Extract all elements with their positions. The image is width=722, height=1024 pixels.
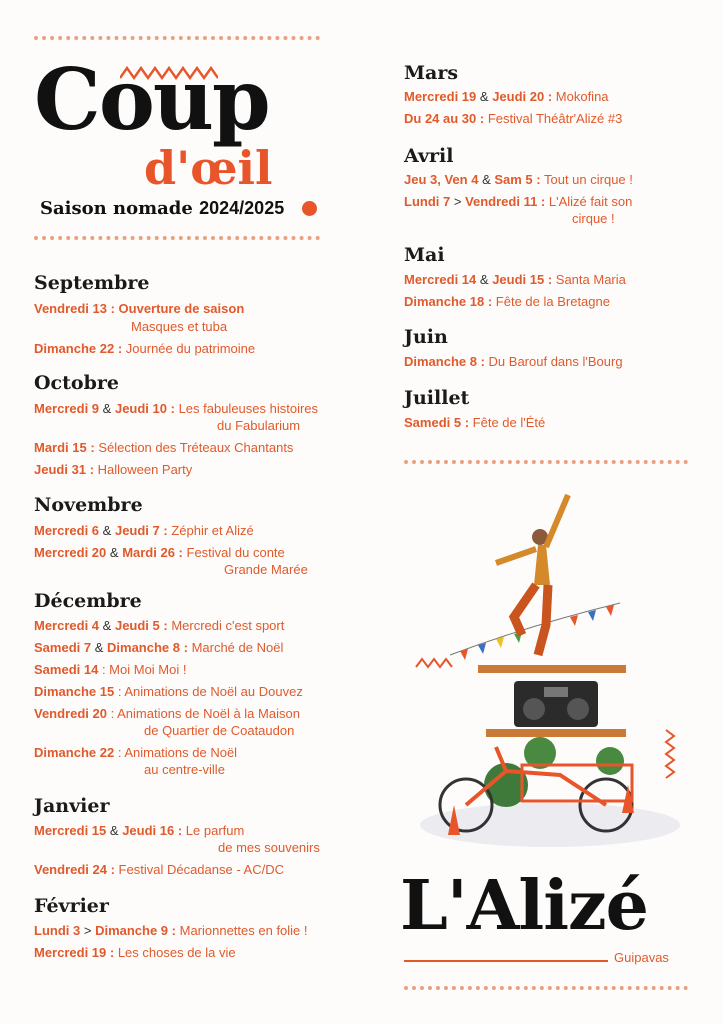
month-heading: Juillet	[404, 387, 470, 409]
month-heading: Octobre	[34, 372, 119, 394]
event-row: Du 24 au 30 : Festival Théâtr'Alizé #3	[404, 111, 623, 126]
event-row: Samedi 5 : Fête de l'Été	[404, 415, 546, 430]
season-label	[40, 198, 284, 219]
month-heading: Mai	[404, 244, 445, 266]
event-row: Samedi 7 & Dimanche 8 : Marché de Noël	[34, 640, 284, 655]
accent-dot	[302, 201, 317, 216]
month-heading: Décembre	[34, 590, 142, 612]
month-heading: Juin	[404, 326, 448, 348]
event-row: Mercredi 19 & Jeudi 20 : Mokofina	[404, 89, 609, 104]
month-heading: Septembre	[34, 272, 150, 294]
month-heading: Avril	[404, 145, 454, 167]
divider-top-left	[34, 36, 320, 40]
event-row: Dimanche 15 : Animations de Noël au Douvez	[34, 684, 303, 699]
logo-underline	[404, 960, 608, 962]
event-row: Mardi 15 : Sélection des Tréteaux Chantants	[34, 440, 294, 455]
venue-logo: L'Alizé	[400, 866, 648, 946]
dancer-bike-illustration	[410, 485, 690, 855]
venue-city: Guipavas	[614, 950, 669, 965]
event-row: Vendredi 20 : Animations de Noël à la Maison	[34, 706, 300, 721]
event-row: Mercredi 14 & Jeudi 15 : Santa Maria	[404, 272, 626, 287]
page-subtitle: d'œil	[144, 141, 273, 195]
event-row: Dimanche 18 : Fête de la Bretagne	[404, 294, 610, 309]
month-heading: Janvier	[34, 795, 110, 817]
event-row: Lundi 3 > Dimanche 9 : Marionnettes en folie !	[34, 923, 308, 938]
event-row: Jeudi 31 : Halloween Party	[34, 462, 193, 477]
event-row: Vendredi 13 : Ouverture de saison	[34, 301, 245, 316]
divider-right-middle	[404, 460, 688, 464]
event-continuation: de Quartier de Coataudon	[144, 723, 295, 738]
event-row: Lundi 7 > Vendredi 11 : L'Alizé fait son	[404, 194, 633, 209]
event-row: Mercredi 9 & Jeudi 10 : Les fabuleuses histoires	[34, 401, 319, 416]
month-heading: Février	[34, 895, 109, 917]
event-row: Dimanche 22 : Animations de Noël	[34, 745, 238, 760]
month-heading: Mars	[404, 62, 459, 84]
event-row: Mercredi 6 & Jeudi 7 : Zéphir et Alizé	[34, 523, 254, 538]
event-continuation: du Fabularium	[217, 418, 301, 433]
event-row: Dimanche 8 : Du Barouf dans l'Bourg	[404, 354, 623, 369]
event-row: Samedi 14 : Moi Moi Moi !	[34, 662, 187, 677]
event-row: Mercredi 15 & Jeudi 16 : Le parfum	[34, 823, 245, 838]
season-years: 2024/2025	[199, 198, 285, 218]
event-continuation: Masques et tuba	[131, 319, 228, 334]
event-continuation: de mes souvenirs	[218, 840, 320, 855]
event-continuation: Grande Marée	[224, 562, 308, 577]
event-row: Mercredi 4 & Jeudi 5 : Mercredi c'est sport	[34, 618, 285, 633]
event-row: Mercredi 19 : Les choses de la vie	[34, 945, 236, 960]
event-row: Jeu 3, Ven 4 & Sam 5 : Tout un cirque !	[404, 172, 633, 187]
event-row: Mercredi 20 & Mardi 26 : Festival du conte	[34, 545, 285, 560]
page-title: Coup	[34, 50, 269, 149]
event-continuation: cirque !	[572, 211, 615, 226]
season-text: Saison nomade	[40, 198, 193, 219]
event-row: Vendredi 24 : Festival Décadanse - AC/DC	[34, 862, 284, 877]
event-row: Dimanche 22 : Journée du patrimoine	[34, 341, 256, 356]
divider-header-bottom	[34, 236, 320, 240]
divider-bottom-right	[404, 986, 688, 990]
month-heading: Novembre	[34, 494, 143, 516]
event-continuation: au centre-ville	[144, 762, 225, 777]
